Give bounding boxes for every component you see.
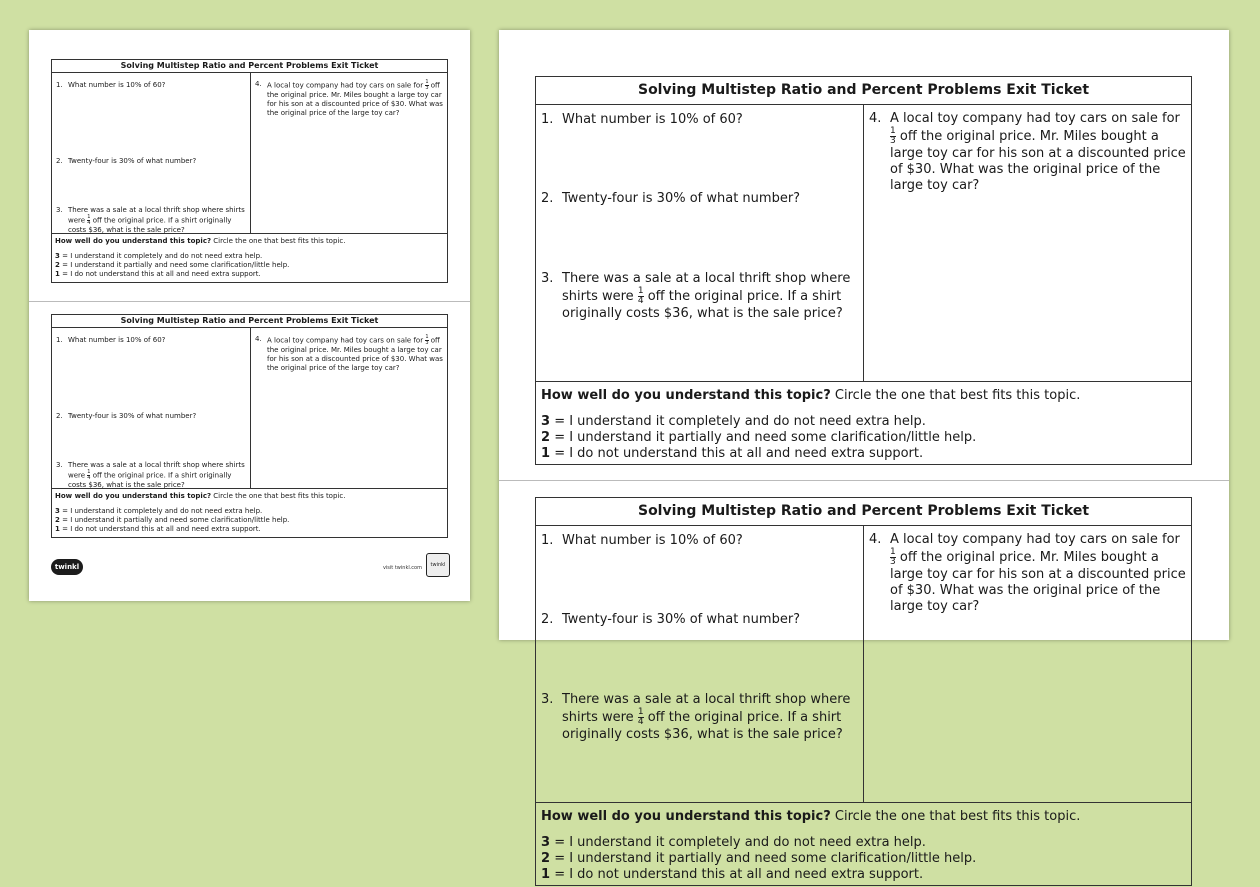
self-assessment [52,488,447,539]
self-assessment [536,381,1191,466]
self-assessment [536,802,1191,887]
question-3: 3. There was a sale at a local thrift shop where shirts were $\frac{1}{4}$ off the original price. If a shirt originally costs $36, what is the sale price? [56,461,245,489]
twinkl-badge-icon: twinkl [426,553,450,577]
footer-url: visit twinkl.com [382,565,422,571]
rating-option: 2 = I understand it partially and need some clarification/little help. [541,851,977,866]
question-4: 4. A local toy company had toy cars on sale for $\frac{1}{3}$ off the original price. Mr. Miles bought a large toy car for his son at a discounted price of $30. What was the original price of the large toy car? [869,111,1186,193]
question-1: 1. What number is 10% of 60? [56,81,166,89]
cut-line [499,480,1229,481]
self-assessment-heading: How well do you understand this topic? Circle the one that best fits this topic. [541,388,1081,403]
question-4: 4. A local toy company had toy cars on sale for $\frac{1}{3}$ off the original price. Mr. Miles bought a large toy car for his son at a discounted price of $30. What was the original price of the large toy car? [869,532,1186,614]
exit-ticket [535,497,1192,886]
fraction: $\frac{1}{4}$ [637,707,644,727]
rating-option: 1 = I do not understand this at all and need extra support. [541,867,924,882]
self-assessment [52,233,447,284]
fraction: $\frac{1}{4}$ [637,286,644,306]
fraction: $\frac{1}{3}$ [425,79,429,91]
question-2: 2. Twenty-four is 30% of what number? [56,157,197,165]
fraction: $\frac{1}{3}$ [890,126,896,146]
fraction: $\frac{1}{3}$ [425,334,429,346]
exit-ticket [51,59,448,283]
ticket-title: Solving Multistep Ratio and Percent Problems Exit Ticket [52,315,447,328]
cut-line [29,301,470,302]
exit-ticket [51,314,448,538]
question-3: 3. There was a sale at a local thrift shop where shirts were $\frac{1}{4}$ off the original price. If a shirt originally costs $36, what is the sale price? [541,692,851,742]
fraction: $\frac{1}{3}$ [890,547,896,567]
ticket-title: Solving Multistep Ratio and Percent Problems Exit Ticket [536,77,1191,105]
question-1: 1. What number is 10% of 60? [56,336,166,344]
twinkl-logo: twinkl [51,559,83,575]
self-assessment-heading: How well do you understand this topic? Circle the one that best fits this topic. [541,809,1081,824]
column-divider [863,105,864,381]
worksheet-zoomed-page [499,30,1229,882]
rating-option: 2 = I understand it partially and need some clarification/little help. [55,261,290,269]
question-3: 3. There was a sale at a local thrift shop where shirts were $\frac{1}{4}$ off the original price. If a shirt originally costs $36, what is the sale price? [541,271,851,321]
rating-option: 3 = I understand it completely and do not need extra help. [541,835,926,850]
rating-option: 1 = I do not understand this at all and need extra support. [541,446,924,461]
ticket-title: Solving Multistep Ratio and Percent Problems Exit Ticket [536,498,1191,526]
exit-ticket [535,76,1192,465]
column-divider [863,526,864,802]
rating-option: 2 = I understand it partially and need some clarification/little help. [55,516,290,524]
question-2: 2. Twenty-four is 30% of what number? [541,612,801,627]
fraction: $\frac{1}{4}$ [87,469,91,481]
question-2: 2. Twenty-four is 30% of what number? [541,191,801,206]
fraction: $\frac{1}{4}$ [87,214,91,226]
question-1: 1. What number is 10% of 60? [541,533,743,548]
worksheet-thumbnail-page [29,30,470,601]
rating-option: 1 = I do not understand this at all and need extra support. [55,525,261,533]
column-divider [250,73,251,233]
rating-option: 3 = I understand it completely and do not need extra help. [55,252,263,260]
ticket-title: Solving Multistep Ratio and Percent Problems Exit Ticket [52,60,447,73]
self-assessment-heading: How well do you understand this topic? Circle the one that best fits this topic. [55,492,346,500]
question-2: 2. Twenty-four is 30% of what number? [56,412,197,420]
question-4: 4. A local toy company had toy cars on sale for $\frac{1}{3}$ off the original price. Mr. Miles bought a large toy car for his son at a discounted price of $30. What was the original price of the large toy car? [255,79,443,117]
rating-option: 2 = I understand it partially and need some clarification/little help. [541,430,977,445]
question-3: 3. There was a sale at a local thrift shop where shirts were $\frac{1}{4}$ off the original price. If a shirt originally costs $36, what is the sale price? [56,206,245,234]
rating-option: 3 = I understand it completely and do not need extra help. [55,507,263,515]
question-1: 1. What number is 10% of 60? [541,112,743,127]
rating-option: 3 = I understand it completely and do not need extra help. [541,414,926,429]
column-divider [250,328,251,488]
self-assessment-heading: How well do you understand this topic? Circle the one that best fits this topic. [55,237,346,245]
question-4: 4. A local toy company had toy cars on sale for $\frac{1}{3}$ off the original price. Mr. Miles bought a large toy car for his son at a discounted price of $30. What was the original price of the large toy car? [255,334,443,372]
rating-option: 1 = I do not understand this at all and need extra support. [55,270,261,278]
